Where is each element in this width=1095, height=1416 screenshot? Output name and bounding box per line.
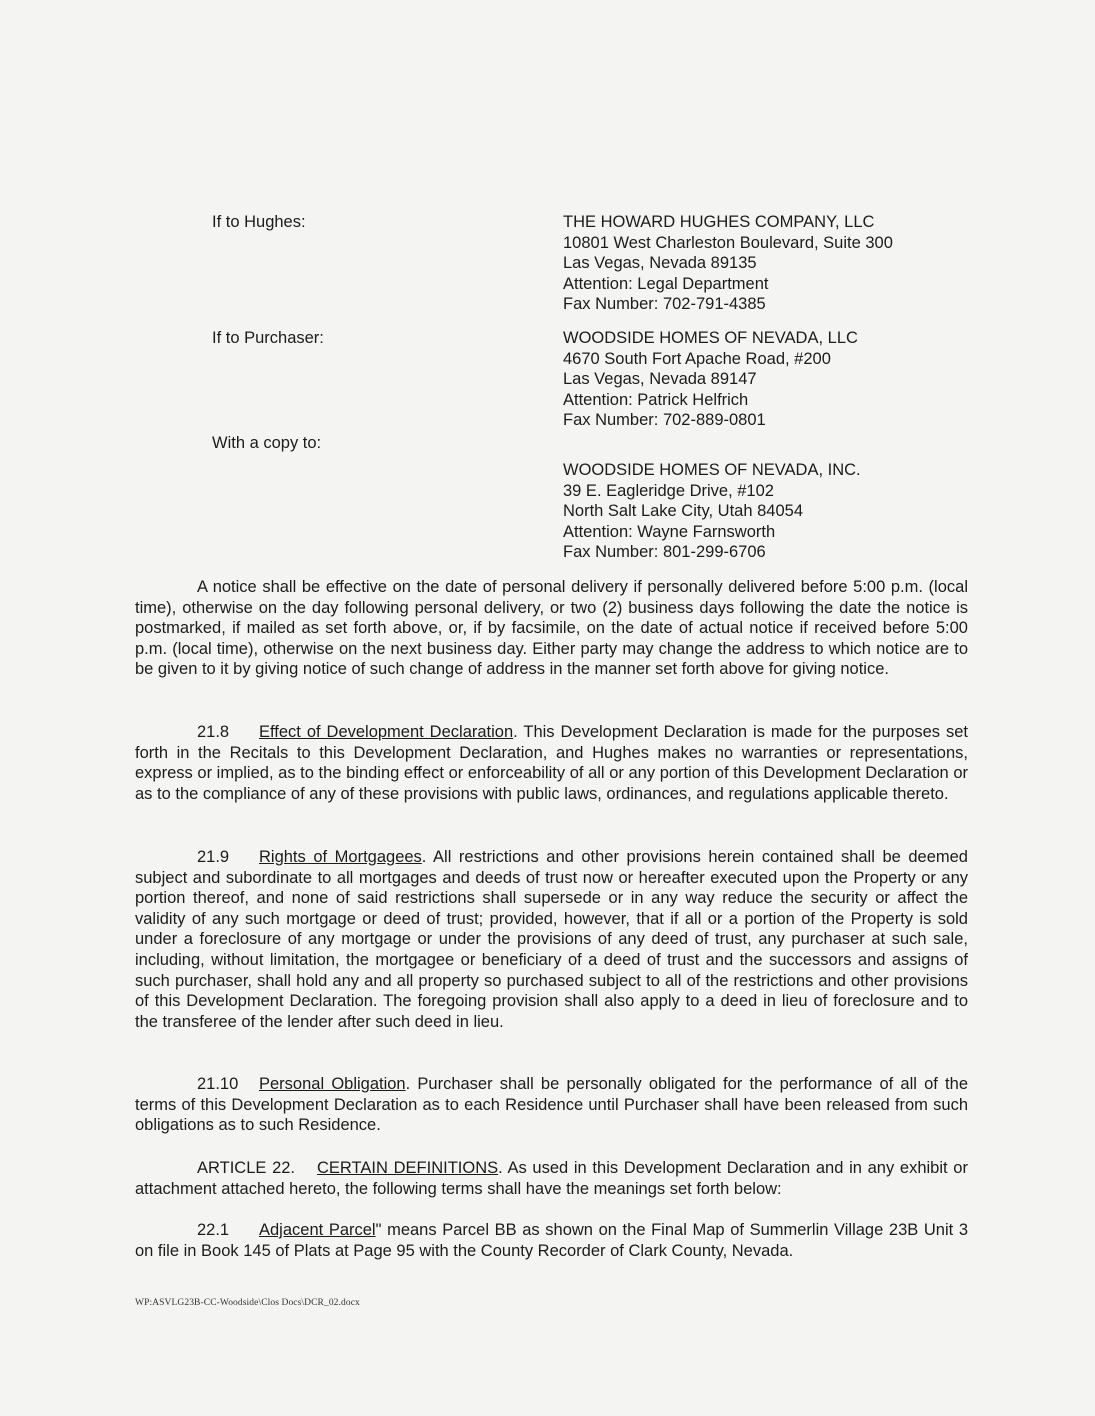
copy-address [563,460,861,563]
purchaser-address-line: Las Vegas, Nevada 89147 [563,370,757,388]
hughes-address [563,212,893,315]
purchaser-label: If to Purchaser: [212,329,324,347]
copy-address-line: North Salt Lake City, Utah 84054 [563,502,803,520]
notice-effective-paragraph [135,577,968,680]
section-22-1 [135,1220,968,1261]
document-path-footer: WP:ASVLG23B-CC-Woodside\Clos Docs\DCR_02.docx [135,1298,360,1308]
hughes-address-line: THE HOWARD HUGHES COMPANY, LLC [563,213,875,231]
purchaser-address-line: 4670 South Fort Apache Road, #200 [563,349,831,368]
purchaser-address-line: Fax Number: 702-889-0801 [563,411,766,429]
section-text: . Purchaser shall be personally obligated for the performance of all of the terms of this Development Declaration as to each Residence until Purchaser shall have been released from such obligations as to such Residence. [135,1075,968,1135]
hughes-address-line: 10801 West Charleston Boulevard, Suite 300 [563,233,893,252]
copy-address-line: 39 E. Eagleridge Drive, #102 [563,481,774,500]
section-number: 21.10 [197,1075,239,1093]
section-number: 22.1 [197,1221,230,1239]
hughes-address-line: Attention: Legal Department [563,274,769,293]
copy-address-line: WOODSIDE HOMES OF NEVADA, INC. [563,461,861,479]
section-heading: Personal Obligation [259,1075,406,1093]
section-heading: Adjacent Parcel [259,1221,376,1239]
section-21-9 [135,847,968,1032]
notice-effective-text: A notice shall be effective on the date of personal delivery if personally delivered before 5:00 p.m. (local time), otherwise on the day following personal delivery, or two (2) business days following the date the notice is postmarked, if mailed as set forth above, or, if by facsimile, on the date of actual notice if received before 5:00 p.m. (local time), otherwise on the next business day. Either party may change the address to which notice are to be given to it by giving notice of such change of address in the manner set forth above for giving notice. [135,578,968,679]
copy-address-line: Attention: Wayne Farnsworth [563,522,776,541]
copy-label: With a copy to: [212,434,322,452]
article-heading: CERTAIN DEFINITIONS [317,1159,499,1177]
section-21-10 [135,1074,968,1136]
section-number: 21.9 [197,848,230,866]
article-text: . As used in this Development Declaration and in any exhibit or attachment attached hereto, the following terms shall have the meanings set forth below: [135,1159,968,1198]
section-heading: Rights of Mortgagees [259,848,422,866]
section-text: " means Parcel BB as shown on the Final Map of Summerlin Village 23B Unit 3 on file in Book 145 of Plats at Page 95 with the County Recorder of Clark County, Nevada. [135,1221,968,1260]
purchaser-address-line: Attention: Patrick Helfrich [563,390,749,409]
article-number: ARTICLE 22. [197,1159,296,1177]
section-text: . This Development Declaration is made for the purposes set forth in the Recitals to this Development Declaration, and Hughes makes no warranties or representations, express or implied, as to the binding effect or enforceability of all or any portion of this Development Declaration or as to the compliance of any of these provisions with public laws, ordinances, and regulations applicable thereto. [135,723,968,803]
copy-address-line: Fax Number: 801-299-6706 [563,543,766,561]
section-21-8 [135,722,968,804]
hughes-address-line: Las Vegas, Nevada 89135 [563,254,757,272]
article-22 [135,1158,968,1199]
purchaser-address-line: WOODSIDE HOMES OF NEVADA, LLC [563,329,858,347]
section-number: 21.8 [197,723,230,741]
section-heading: Effect of Development Declaration [259,723,514,741]
section-text: . All restrictions and other provisions herein contained shall be deemed subject and subordinate to all mortgages and deeds of trust now or hereafter executed upon the Property or any portion thereof, and none of said restrictions shall supersede or in any way reduce the security or affect the validity of any such mortgage or deed of trust; provided, however, that if all or a portion of the Property is sold under a foreclosure of any mortgage or under the provisions of any deed of trust, any purchaser at such sale, including, without limitation, the mortgagee or beneficiary of a deed of trust and the successors and assigns of such purchaser, shall hold any and all property so purchased subject to all of the restrictions and other provisions of this Development Declaration. The foregoing provision shall also apply to a deed in lieu of foreclosure and to the transferee of the lender after such deed in lieu. [135,848,968,1031]
purchaser-address [563,328,858,431]
hughes-label: If to Hughes: [212,213,306,231]
hughes-address-line: Fax Number: 702-791-4385 [563,295,766,313]
